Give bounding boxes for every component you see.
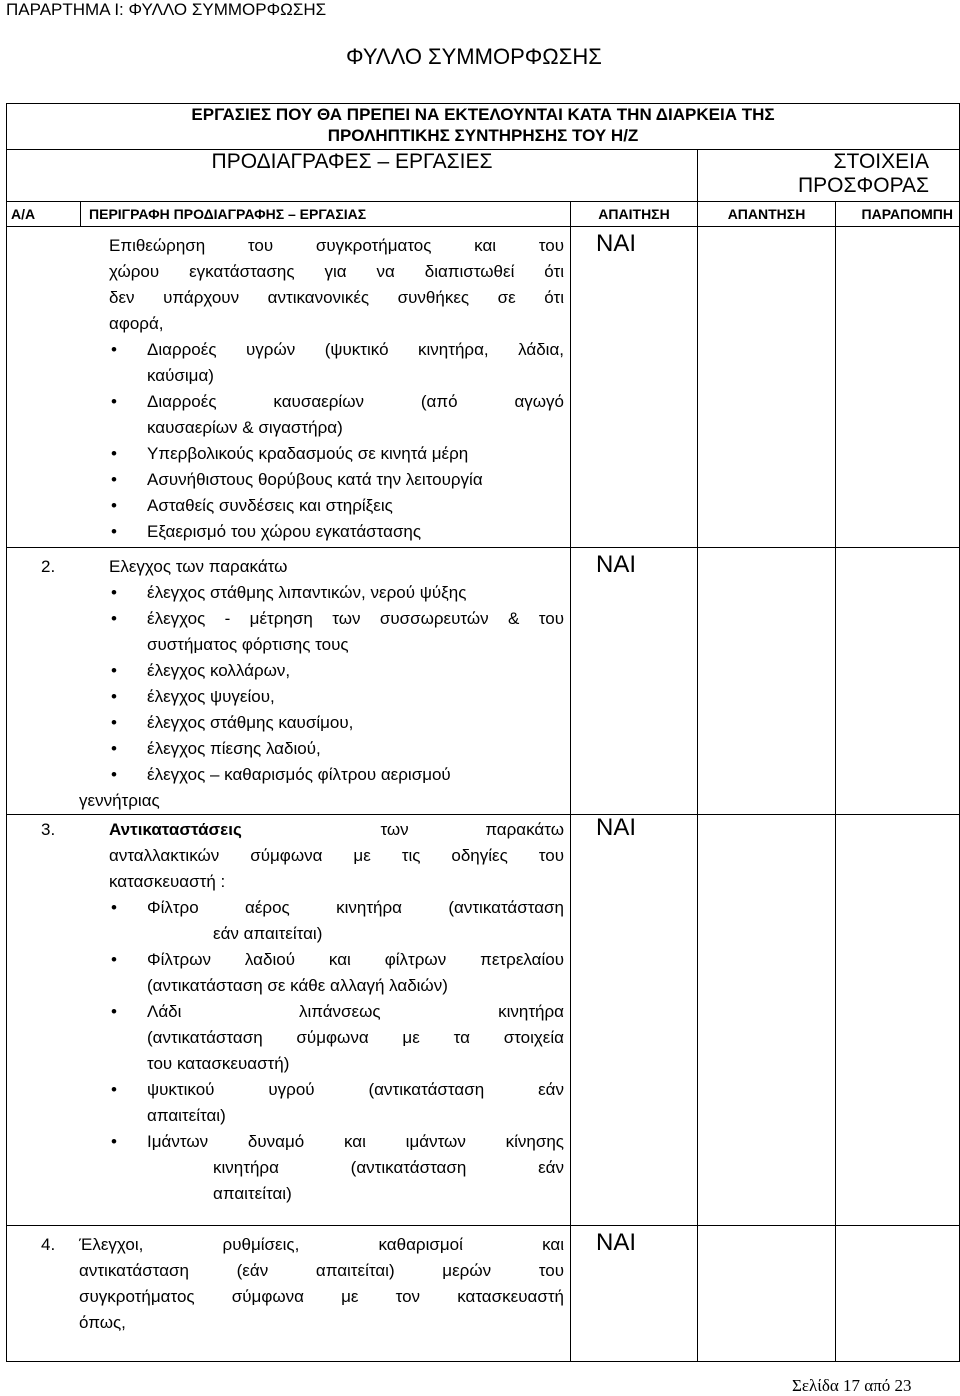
item-number: 2. [41,557,56,576]
page-word: Σελίδα [792,1376,839,1395]
offer-title: ΣΤΟΙΧΕΙΑ ΠΡΟΣΦΟΡΑΣ [698,150,960,202]
item-2-reference [836,548,960,815]
item-4-description: 4. Έλεγχοι, ρυθμίσεις, καθαρισμοί και αντικατάσταση (εάν απαιτείται) μερών του συγκροτήματος σύμφωνα με τον κατασκευαστή όπως, [7,1226,571,1362]
item-3-answer [698,815,836,1226]
col-reference: ΠΑΡΑΠΟΜΠΗ [836,202,960,227]
item-3-description: 3. Αντικαταστάσεις των παρακάτω ανταλλακτικών σύμφωνα με τις οδηγίες του κατασκευαστή : • Φίλτρο αέρος κινητήρα (αντικατάσταση εάν απαιτείται) • Φίλτρων λαδιού και φίλτρων πετρελαίου (αντικατάσταση σε κάθε αλλαγή λαδιών) • Λάδι λιπάνσεως κινητήρα (αντικατάσταση σύμφωνα με τα στοιχεία του κατασκευαστή) • ψυκτικού υγρού (αντικατάσταση εάν απαιτείται) • Ιμάντων δυναμό και ιμάντων κίνησης κινητήρα (αντικατάσταση εάν απαιτείται) [7,815,571,1226]
list-item: • έλεγχος στάθμης καυσίμου, [147,710,564,736]
item-1-reference [836,227,960,548]
item-3-reference [836,815,960,1226]
table-row [7,1226,960,1362]
list-item: • Λάδι λιπάνσεως κινητήρα (αντικατάσταση σύμφωνα με τα στοιχεία του κατασκευαστή) [147,999,564,1077]
item-1-answer [698,227,836,548]
item-3-title-bold: Αντικαταστάσεις [109,820,242,839]
table-row [7,548,960,815]
list-item: • Ασταθείς συνδέσεις και στηρίξεις [147,493,564,519]
compliance-table [6,103,960,1362]
list-item: • έλεγχος ψυγείου, [147,684,564,710]
list-item: • Ιμάντων δυναμό και ιμάντων κίνησης κινητήρα (αντικατάσταση εάν απαιτείται) [147,1129,564,1207]
of-word: από [864,1376,891,1395]
table-heading: ΕΡΓΑΣΙΕΣ ΠΟΥ ΘΑ ΠΡΕΠΕΙ ΝΑ ΕΚΤΕΛΟΥΝΤΑΙ ΚΑΤΑ ΤΗΝ ΔΙΑΡΚΕΙΑ ΤΗΣ ΠΡΟΛΗΠΤΙΚΗΣ ΣΥΝΤΗΡΗΣΗΣ ΤΟΥ Η/Ζ [7,104,960,150]
list-item: • έλεγχος πίεσης λαδιού, [147,736,564,762]
list-item: • Διαρροές υγρών (ψυκτικό κινητήρα, λάδια, καύσιμα) [147,337,564,389]
list-item: • έλεγχος - μέτρηση των συσσωρευτών & του συστήματος φόρτισης τους [147,606,564,658]
list-item: • Εξαερισμό του χώρου εγκατάστασης [147,519,564,545]
item-3-bullets [109,895,564,1207]
item-4-requirement: ΝΑΙ [571,1226,698,1362]
item-number: 4. [41,1235,56,1254]
item-2-bullets [79,580,564,788]
col-answer: ΑΠΑΝΤΗΣΗ [698,202,836,227]
item-2-requirement: ΝΑΙ [571,548,698,815]
page-footer [792,1376,912,1396]
item-4-answer [698,1226,836,1362]
item-3-requirement: ΝΑΙ [571,815,698,1226]
col-requirement: ΑΠΑΙΤΗΣΗ [571,202,698,227]
item-1-description: Επιθεώρηση του συγκροτήματος και του χώρου εγκατάστασης για να διαπιστωθεί ότι δεν υπάρχουν αντικανονικές συνθήκες σε ότι αφορά, • Διαρροές υγρών (ψυκτικό κινητήρα, λάδια, καύσιμα) • Διαρροές καυσαερίων (από αγωγό καυσαερίων & σιγαστήρα) • Υπερβολικούς κραδασμούς σε κινητά μέρη • Ασυνήθιστους θορύβους κατά την λειτουργία • Ασταθείς συνδέσεις και στηρίξεις • Εξαερισμό του χώρου εγκατάστασης [7,227,571,548]
table-row [7,815,960,1226]
list-item: • Υπερβολικούς κραδασμούς σε κινητά μέρη [147,441,564,467]
appendix-title: ΠΑΡΑΡΤΗΜΑ Ι: ΦΥΛΛΟ ΣΥΜΜΟΡΦΩΣΗΣ [6,0,327,19]
table-row [7,227,960,548]
item-2-description [7,548,571,815]
item-number: 3. [41,820,56,839]
document-title: ΦΥΛΛΟ ΣΥΜΜΟΡΦΩΣΗΣ [346,44,602,69]
list-item: • έλεγχος – καθαρισμός φίλτρου αερισμού [147,762,564,788]
column-headers [7,202,960,227]
page-number: 17 [843,1376,861,1395]
item-1-bullets [109,337,564,545]
page-total: 23 [894,1376,912,1395]
list-item: • Διαρροές καυσαερίων (από αγωγό καυσαερίων & σιγαστήρα) [147,389,564,441]
list-item: • Φίλτρων λαδιού και φίλτρων πετρελαίου (αντικατάσταση σε κάθε αλλαγή λαδιών) [147,947,564,999]
item-1-requirement: ΝΑΙ [571,227,698,548]
col-description: ΠΕΡΙΓΡΑΦΗ ΠΡΟΔΙΑΓΡΑΦΗΣ – ΕΡΓΑΣΙΑΣ [81,202,571,227]
spec-title: ΠΡΟΔΙΑΓΡΑΦΕΣ – ΕΡΓΑΣΙΕΣ [7,150,698,202]
item-2-title: Ελεγχος των παρακάτω [109,557,288,576]
list-item: • ψυκτικού υγρού (αντικατάσταση εάν απαιτείται) [147,1077,564,1129]
col-aa: Α/Α [7,202,81,227]
item-4-reference [836,1226,960,1362]
item-2-answer [698,548,836,815]
list-item: • έλεγχος στάθμης λιπαντικών, νερού ψύξης [147,580,564,606]
list-item: • έλεγχος κολλάρων, [147,658,564,684]
item-2-tail: γεννήτριας [79,791,160,810]
list-item: • Ασυνήθιστους θορύβους κατά την λειτουργία [147,467,564,493]
list-item: • Φίλτρο αέρος κινητήρα (αντικατάσταση εάν απαιτείται) [147,895,564,947]
